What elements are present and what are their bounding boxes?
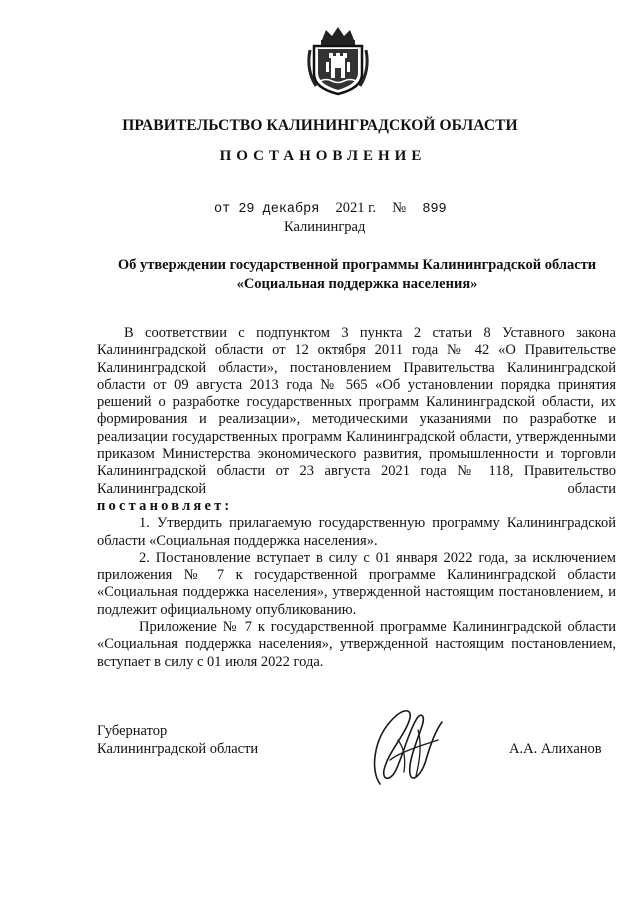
document-type: ПОСТАНОВЛЕНИЕ (219, 148, 427, 164)
signatory-title (97, 723, 258, 758)
document-subject (96, 256, 618, 293)
date-value: 29 декабря (238, 202, 320, 217)
document-body (97, 325, 616, 671)
organization-title: ПРАВИТЕЛЬСТВО КАЛИНИНГРАДСКОЙ ОБЛАСТИ (122, 117, 518, 134)
subject-line-2: «Социальная поддержка населения» (236, 275, 478, 292)
city-name: Калининград (284, 219, 366, 235)
signatory-title-line-1: Губернатор (97, 723, 168, 739)
signatory-title-line-2: Калининградской области (97, 740, 259, 757)
appendix-clause: Приложение № 7 к государственной программе Калининградской области «Социальная поддержка населения», утвержденной настоящим постановлением, вступает в силу с 01 июля 2022 года. (97, 619, 616, 670)
date-year: 2021 г. (335, 200, 377, 216)
decrees-line (97, 498, 616, 515)
handwritten-signature-icon (360, 700, 452, 790)
clause-2: 2. Постановление вступает в силу с 01 января 2022 года, за исключением приложения № 7 к государственной программе Калининградской области «Социальная поддержка населения», утвержденной настоящим постановлением, и подлежит официальному опубликованию. (97, 549, 616, 618)
preamble-paragraph: В соответствии с подпунктом 3 пункта 2 статьи 8 Уставного закона Калининградской области от 12 октября 2011 года № 42 «О Правительстве Калининградской области», постановлением Правительства Калининградской области от 09 августа 2013 года № 565 «Об установлении порядка принятия решений о разработке государственных программ Калининградской области, их формирования и реализации», методическими указаниями по разработке и реализации государственных программ Калининградской области, утвержденными приказом Министерства экономического развития, промышленности и торговли Калининградской области от 23 августа 2021 года № 118, Правительство Калининградской области (97, 325, 616, 497)
clause-1: 1. Утвердить прилагаемую государственную программу Калининградской области «Социальная поддержка населения». (97, 515, 616, 549)
date-prefix: от (214, 202, 231, 217)
date-line (214, 200, 447, 217)
subject-line-1: Об утверждении государственной программы Калининградской области (117, 257, 597, 273)
decrees-word: постановляет: (97, 497, 233, 514)
signatory-name: А.А. Алиханов (509, 741, 602, 757)
number-sign: № (392, 200, 407, 216)
document-number: 899 (422, 202, 447, 217)
coat-of-arms-icon (304, 24, 372, 96)
